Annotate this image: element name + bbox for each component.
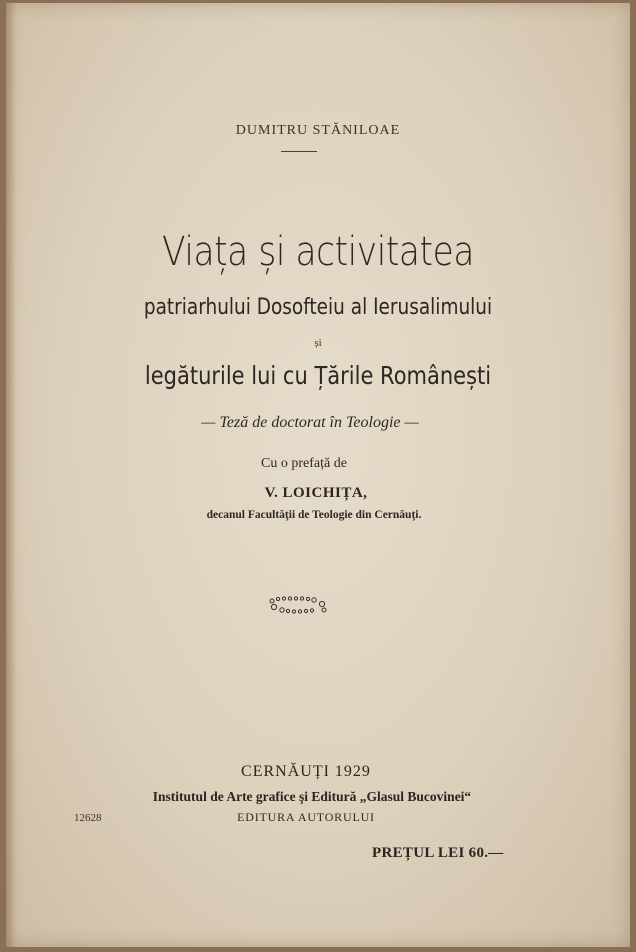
- thesis-note: — Teză de doctorat în Teologie —: [201, 414, 419, 431]
- author-name: DUMITRU STĂNILOAE: [235, 123, 401, 138]
- book-cover-page: [6, 3, 630, 947]
- publisher-name: Institutul de Arte grafice şi Editură „Glasul Bucovinei“: [152, 789, 472, 804]
- preface-author-role: decanul Facultăţii de Teologie din Cernăuţi.: [206, 509, 422, 521]
- decorative-ornament-icon: [266, 595, 330, 615]
- preface-intro: Cu o prefață de: [261, 456, 347, 471]
- preface-author: V. LOICHIȚA,: [264, 485, 368, 501]
- page-edge-shadow: [6, 3, 16, 947]
- catalog-number: 12628: [74, 812, 102, 824]
- price-label: PREȚUL LEI 60.—: [372, 845, 504, 861]
- subtitle-line-1: patriarhului Dosofteiu al Ierusalimului: [143, 295, 493, 320]
- book-title: Viața și activitatea: [162, 229, 474, 275]
- author-divider: [281, 151, 317, 152]
- imprint-city-year: CERNĂUȚI 1929: [241, 763, 371, 780]
- subtitle-conjunction: și: [314, 337, 322, 349]
- edition-label: EDITURA AUTORULUI: [237, 810, 375, 824]
- subtitle-line-2: legăturile lui cu Țările Românești: [144, 361, 492, 390]
